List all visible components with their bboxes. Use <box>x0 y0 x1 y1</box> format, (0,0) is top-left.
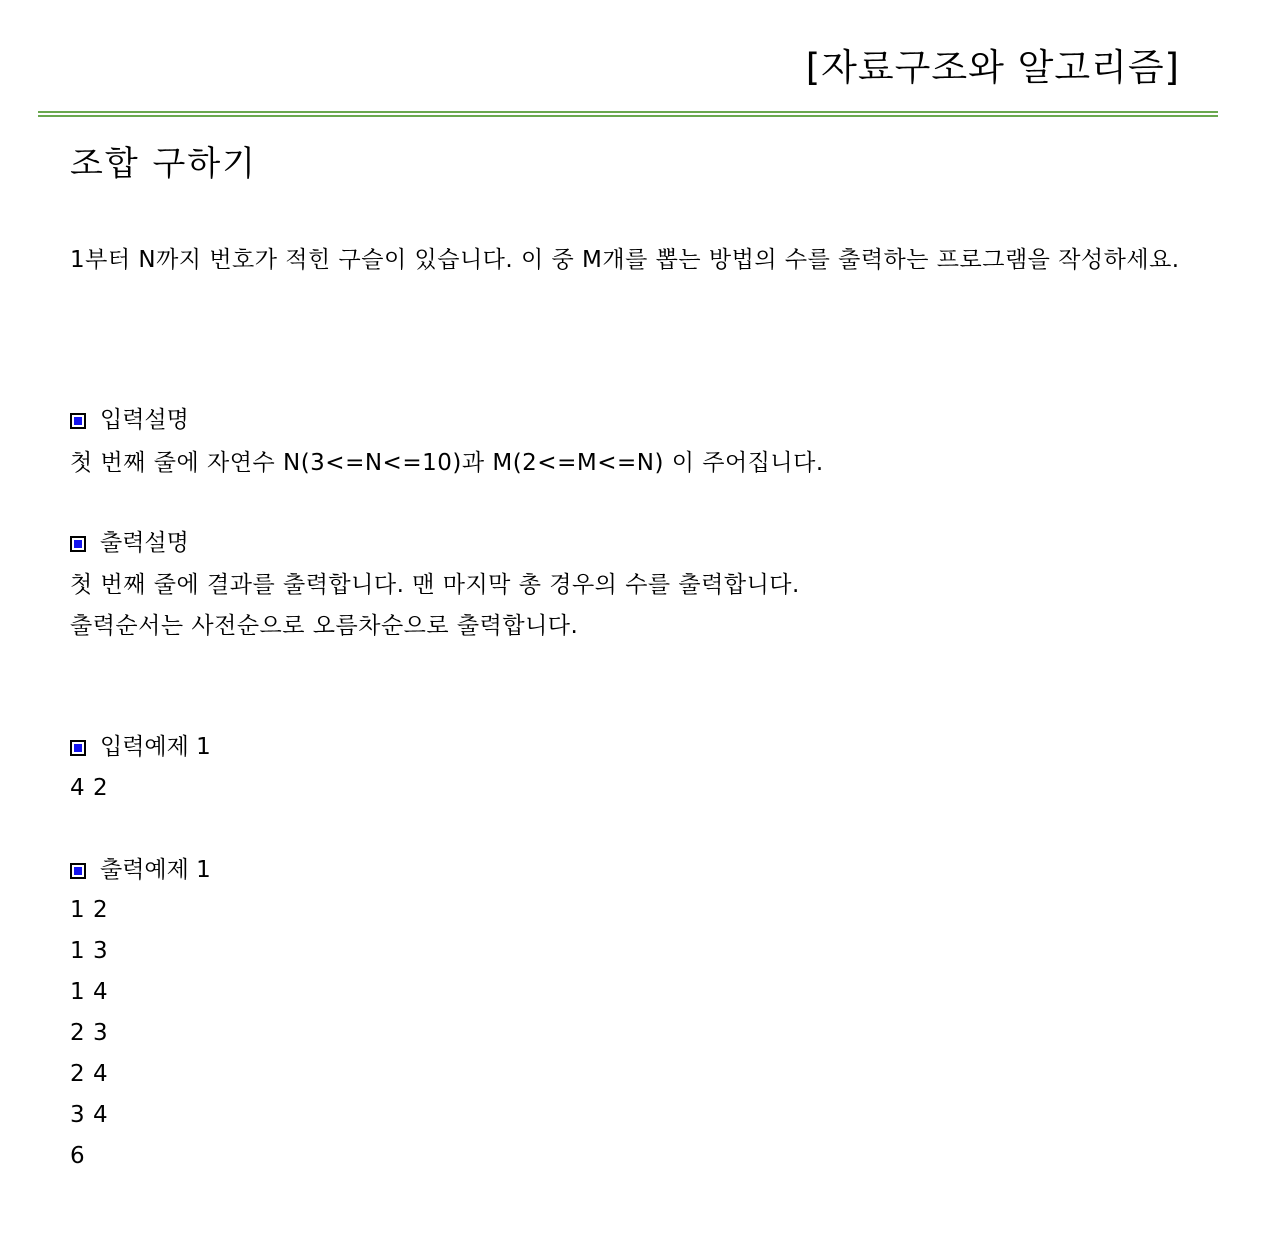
input-example-body <box>70 768 108 809</box>
output-example-heading-label: 출력예제 1 <box>100 857 211 883</box>
output-spec-line: 첫 번째 줄에 결과를 출력합니다. 맨 마지막 총 경우의 수를 출력합니다. <box>70 572 800 598</box>
output-example-body <box>70 890 108 1177</box>
output-example-line: 2 4 <box>70 1061 109 1087</box>
output-example-line: 3 4 <box>70 1102 109 1128</box>
output-spec-body <box>70 565 800 647</box>
input-spec-heading <box>70 400 189 441</box>
output-example-line: 6 <box>70 1143 86 1169</box>
output-example-heading <box>70 850 211 891</box>
course-title: [자료구조와 알고리즘] <box>805 46 1180 89</box>
output-spec-heading <box>70 523 189 564</box>
problem-title: 조합 구하기 <box>70 144 258 184</box>
input-spec-line: 첫 번째 줄에 자연수 N(3<=N<=10)과 M(2<=M<=N) 이 주어집니다. <box>70 450 824 476</box>
square-bullet-icon <box>70 863 86 879</box>
square-bullet-icon <box>70 413 86 429</box>
input-example-heading <box>70 727 211 768</box>
input-example-line: 4 2 <box>70 775 109 801</box>
output-example-line: 2 3 <box>70 1020 109 1046</box>
header-divider <box>38 111 1218 117</box>
input-spec-body <box>70 443 824 484</box>
output-spec-heading-label: 출력설명 <box>100 530 189 556</box>
output-example-line: 1 2 <box>70 897 109 923</box>
input-spec-heading-label: 입력설명 <box>100 407 189 433</box>
output-example-line: 1 4 <box>70 979 109 1005</box>
problem-description: 1부터 N까지 번호가 적힌 구슬이 있습니다. 이 중 M개를 뽑는 방법의 수를 출력하는 프로그램을 작성하세요. <box>70 247 1180 273</box>
output-spec-line: 출력순서는 사전순으로 오름차순으로 출력합니다. <box>70 613 579 639</box>
input-example-heading-label: 입력예제 1 <box>100 734 211 760</box>
square-bullet-icon <box>70 536 86 552</box>
output-example-line: 1 3 <box>70 938 109 964</box>
square-bullet-icon <box>70 740 86 756</box>
